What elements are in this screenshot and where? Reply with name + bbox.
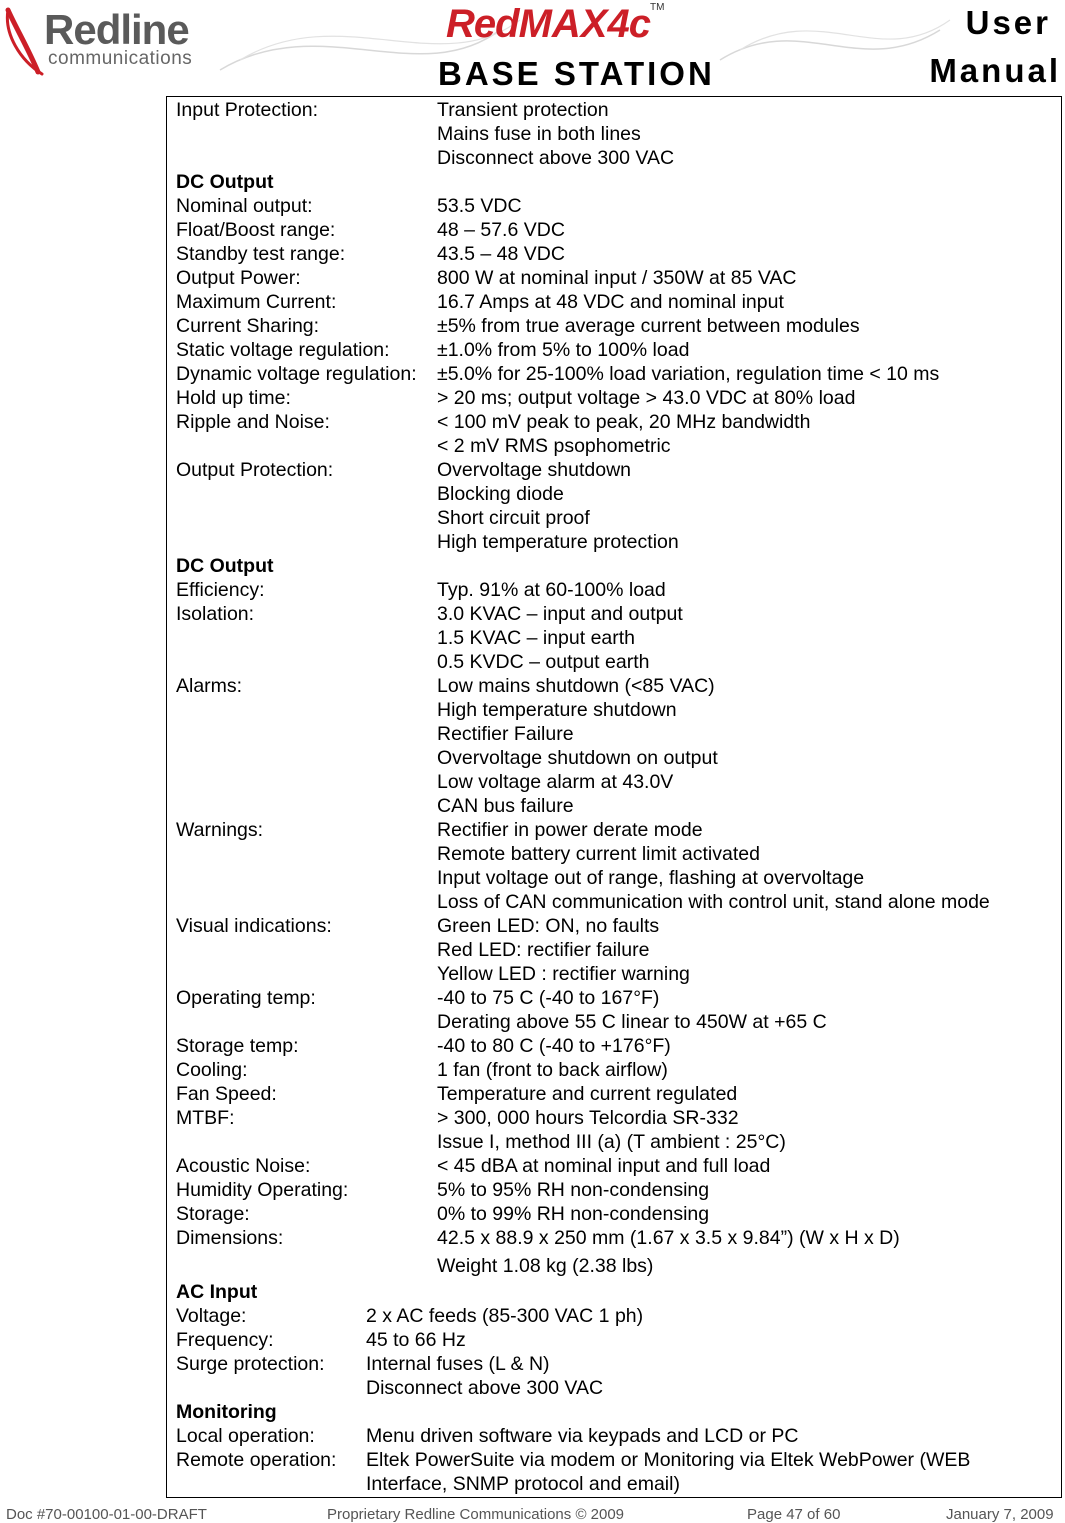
spec-row	[176, 98, 1056, 122]
page-footer	[0, 1504, 1065, 1523]
spec-row	[176, 290, 1056, 314]
spec-value: 2 x AC feeds (85-300 VAC 1 ph)	[366, 1305, 644, 1327]
spec-row	[176, 146, 1056, 170]
spec-row	[176, 122, 1056, 146]
spec-value: Disconnect above 300 VAC	[437, 147, 675, 169]
spec-row	[176, 578, 1056, 602]
spec-row	[176, 626, 1056, 650]
spec-value: 0% to 99% RH non-condensing	[437, 1203, 710, 1225]
spec-row	[176, 1154, 1056, 1178]
spec-row	[176, 362, 1056, 386]
spec-value: Red LED: rectifier failure	[437, 939, 650, 961]
spec-label: Static voltage regulation:	[176, 339, 390, 361]
spec-label: Acoustic Noise:	[176, 1155, 311, 1177]
spec-row	[176, 938, 1056, 962]
spec-value: > 20 ms; output voltage > 43.0 VDC at 80% load	[437, 387, 856, 409]
spec-value: Menu driven software via keypads and LCD or PC	[366, 1425, 799, 1447]
trademark: TM	[649, 2, 665, 13]
spec-row	[176, 218, 1056, 242]
base-station-title: BASE STATION	[438, 55, 715, 92]
spec-value: 48 – 57.6 VDC	[437, 219, 565, 241]
spec-value: Low mains shutdown (<85 VAC)	[437, 675, 715, 697]
spec-value: Rectifier in power derate mode	[437, 819, 703, 841]
spec-label: Input Protection:	[176, 99, 319, 121]
spec-value: Yellow LED : rectifier warning	[437, 963, 690, 985]
spec-value: High temperature shutdown	[437, 699, 677, 721]
spec-row	[176, 386, 1056, 410]
spec-value: Weight 1.08 kg (2.38 lbs)	[437, 1255, 654, 1277]
product-max: MAX	[518, 2, 608, 46]
spec-label: Output Power:	[176, 267, 301, 289]
spec-value: 45 to 66 Hz	[366, 1329, 466, 1351]
spec-value: Blocking diode	[437, 483, 564, 505]
spec-label: Storage temp:	[176, 1035, 299, 1057]
spec-row	[176, 1472, 1056, 1496]
section-title: DC Output	[176, 555, 274, 577]
spec-label: Warnings:	[176, 819, 264, 841]
spec-label: Maximum Current:	[176, 291, 337, 313]
spec-value: Overvoltage shutdown on output	[437, 747, 718, 769]
spec-row	[176, 770, 1056, 794]
spec-value: Temperature and current regulated	[437, 1083, 738, 1105]
spec-row	[176, 1082, 1056, 1106]
spec-value: Transient protection	[437, 99, 609, 121]
spec-label: Efficiency:	[176, 579, 265, 601]
spec-row	[176, 1106, 1056, 1130]
spec-label: Dimensions:	[176, 1227, 284, 1249]
spec-row	[176, 842, 1056, 866]
spec-row	[176, 1010, 1056, 1034]
product-4c: 4c	[607, 2, 650, 46]
spec-value: ±1.0% from 5% to 100% load	[437, 339, 690, 361]
spec-row	[176, 1034, 1056, 1058]
redline-logo	[2, 4, 217, 76]
spec-value: < 45 dBA at nominal input and full load	[437, 1155, 771, 1177]
spec-value: Green LED: ON, no faults	[437, 915, 660, 937]
spec-value: 1.5 KVAC – input earth	[437, 627, 636, 649]
spec-row	[176, 1178, 1056, 1202]
spec-row	[176, 1376, 1056, 1400]
spec-value: High temperature protection	[437, 531, 679, 553]
spec-value: 0.5 KVDC – output earth	[437, 651, 650, 673]
header-user: User	[965, 4, 1051, 41]
spec-label: MTBF:	[176, 1107, 235, 1129]
spec-value: < 100 mV peak to peak, 20 MHz bandwidth	[437, 411, 811, 433]
spec-label: Cooling:	[176, 1059, 248, 1081]
spec-value: Overvoltage shutdown	[437, 459, 632, 481]
spec-label: Local operation:	[176, 1425, 315, 1447]
page-header	[0, 0, 1065, 96]
spec-row	[176, 410, 1056, 434]
spec-label: Voltage:	[176, 1305, 247, 1327]
spec-value: Rectifier Failure	[437, 723, 574, 745]
company-name: Redline	[44, 6, 189, 53]
spec-value: Eltek PowerSuite via modem or Monitoring via Eltek WebPower (WEB	[366, 1449, 971, 1471]
spec-row	[176, 338, 1056, 362]
spec-value: Remote battery current limit activated	[437, 843, 760, 865]
spec-label: Standby test range:	[176, 243, 346, 265]
spec-label: Nominal output:	[176, 195, 313, 217]
spec-value: Issue I, method III (a) (T ambient : 25°C)	[437, 1131, 786, 1153]
spec-row	[176, 530, 1056, 554]
spec-value: ±5.0% for 25-100% load variation, regulation time < 10 ms	[437, 363, 940, 385]
spec-value: Internal fuses (L & N)	[366, 1353, 550, 1375]
spec-row	[176, 722, 1056, 746]
spec-row	[176, 1352, 1056, 1376]
spec-value: Derating above 55 C linear to 450W at +65 C	[437, 1011, 827, 1033]
section-title: AC Input	[176, 1281, 258, 1303]
redmax-logo	[446, 2, 716, 52]
spec-row	[176, 866, 1056, 890]
spec-row	[176, 746, 1056, 770]
spec-row	[176, 1448, 1056, 1472]
spec-row	[176, 794, 1056, 818]
spec-label: Current Sharing:	[176, 315, 320, 337]
spec-value: Short circuit proof	[437, 507, 590, 529]
footer-page-number: Page 47 of 60	[747, 1506, 841, 1523]
spec-row	[176, 890, 1056, 914]
spec-label: Operating temp:	[176, 987, 316, 1009]
spec-value: 43.5 – 48 VDC	[437, 243, 565, 265]
spec-label: Hold up time:	[176, 387, 291, 409]
spec-row	[176, 506, 1056, 530]
spec-value: 16.7 Amps at 48 VDC and nominal input	[437, 291, 784, 313]
spec-label: Storage:	[176, 1203, 250, 1225]
header-manual: Manual	[929, 52, 1061, 89]
spec-row	[176, 962, 1056, 986]
spec-row	[176, 1424, 1056, 1448]
spec-row	[176, 698, 1056, 722]
spec-row	[176, 602, 1056, 626]
spec-value: 800 W at nominal input / 350W at 85 VAC	[437, 267, 797, 289]
spec-value: 1 fan (front to back airflow)	[437, 1059, 668, 1081]
spec-row	[176, 986, 1056, 1010]
spec-value: Interface, SNMP protocol and email)	[366, 1473, 680, 1495]
spec-label: Surge protection:	[176, 1353, 325, 1375]
spec-value: < 2 mV RMS psophometric	[437, 435, 671, 457]
section-title: DC Output	[176, 171, 274, 193]
spec-row	[176, 1202, 1056, 1226]
spec-label: Humidity Operating:	[176, 1179, 349, 1201]
spec-row	[176, 1130, 1056, 1154]
spec-row	[176, 1328, 1056, 1352]
spec-value: Mains fuse in both lines	[437, 123, 641, 145]
spec-label: Visual indications:	[176, 915, 332, 937]
spec-label: Frequency:	[176, 1329, 274, 1351]
footer-doc-number: Doc #70-00100-01-00-DRAFT	[6, 1506, 207, 1523]
spec-value: Loss of CAN communication with control unit, stand alone mode	[437, 891, 990, 913]
spec-value: 3.0 KVAC – input and output	[437, 603, 683, 625]
spec-table	[166, 96, 1062, 1498]
spec-label: Ripple and Noise:	[176, 411, 330, 433]
spec-row	[176, 1226, 1056, 1250]
footer-date: January 7, 2009	[946, 1506, 1054, 1523]
spec-row	[176, 818, 1056, 842]
spec-row	[176, 434, 1056, 458]
spec-row	[176, 194, 1056, 218]
spec-row	[176, 1254, 1056, 1278]
section-title: Monitoring	[176, 1401, 277, 1423]
spec-value: 5% to 95% RH non-condensing	[437, 1179, 710, 1201]
spec-value: 53.5 VDC	[437, 195, 522, 217]
spec-row	[176, 914, 1056, 938]
spec-row	[176, 674, 1056, 698]
spec-value: -40 to 80 C (-40 to +176°F)	[437, 1035, 671, 1057]
spec-label: Alarms:	[176, 675, 243, 697]
spec-value: Disconnect above 300 VAC	[366, 1377, 604, 1399]
spec-row	[176, 1058, 1056, 1082]
spec-label: Output Protection:	[176, 459, 334, 481]
spec-value: > 300, 000 hours Telcordia SR-332	[437, 1107, 739, 1129]
company-subtitle: communications	[48, 48, 193, 69]
spec-row	[176, 242, 1056, 266]
spec-value: CAN bus failure	[437, 795, 574, 817]
spec-value: -40 to 75 C (-40 to 167°F)	[437, 987, 660, 1009]
spec-row	[176, 482, 1056, 506]
spec-row	[176, 650, 1056, 674]
spec-row	[176, 458, 1056, 482]
spec-value: Low voltage alarm at 43.0V	[437, 771, 674, 793]
product-red: Red	[446, 2, 519, 46]
footer-proprietary: Proprietary Redline Communications © 2009	[327, 1506, 625, 1523]
spec-label: Dynamic voltage regulation:	[176, 363, 417, 385]
spec-value: Typ. 91% at 60-100% load	[437, 579, 666, 601]
spec-value: 42.5 x 88.9 x 250 mm (1.67 x 3.5 x 9.84”) (W x H x D)	[437, 1227, 900, 1249]
spec-row	[176, 1304, 1056, 1328]
spec-row	[176, 266, 1056, 290]
spec-value: ±5% from true average current between modules	[437, 315, 860, 337]
spec-label: Float/Boost range:	[176, 219, 336, 241]
spec-label: Isolation:	[176, 603, 255, 625]
spec-label: Remote operation:	[176, 1449, 337, 1471]
spec-value: Input voltage out of range, flashing at overvoltage	[437, 867, 865, 889]
spec-label: Fan Speed:	[176, 1083, 277, 1105]
spec-row	[176, 314, 1056, 338]
